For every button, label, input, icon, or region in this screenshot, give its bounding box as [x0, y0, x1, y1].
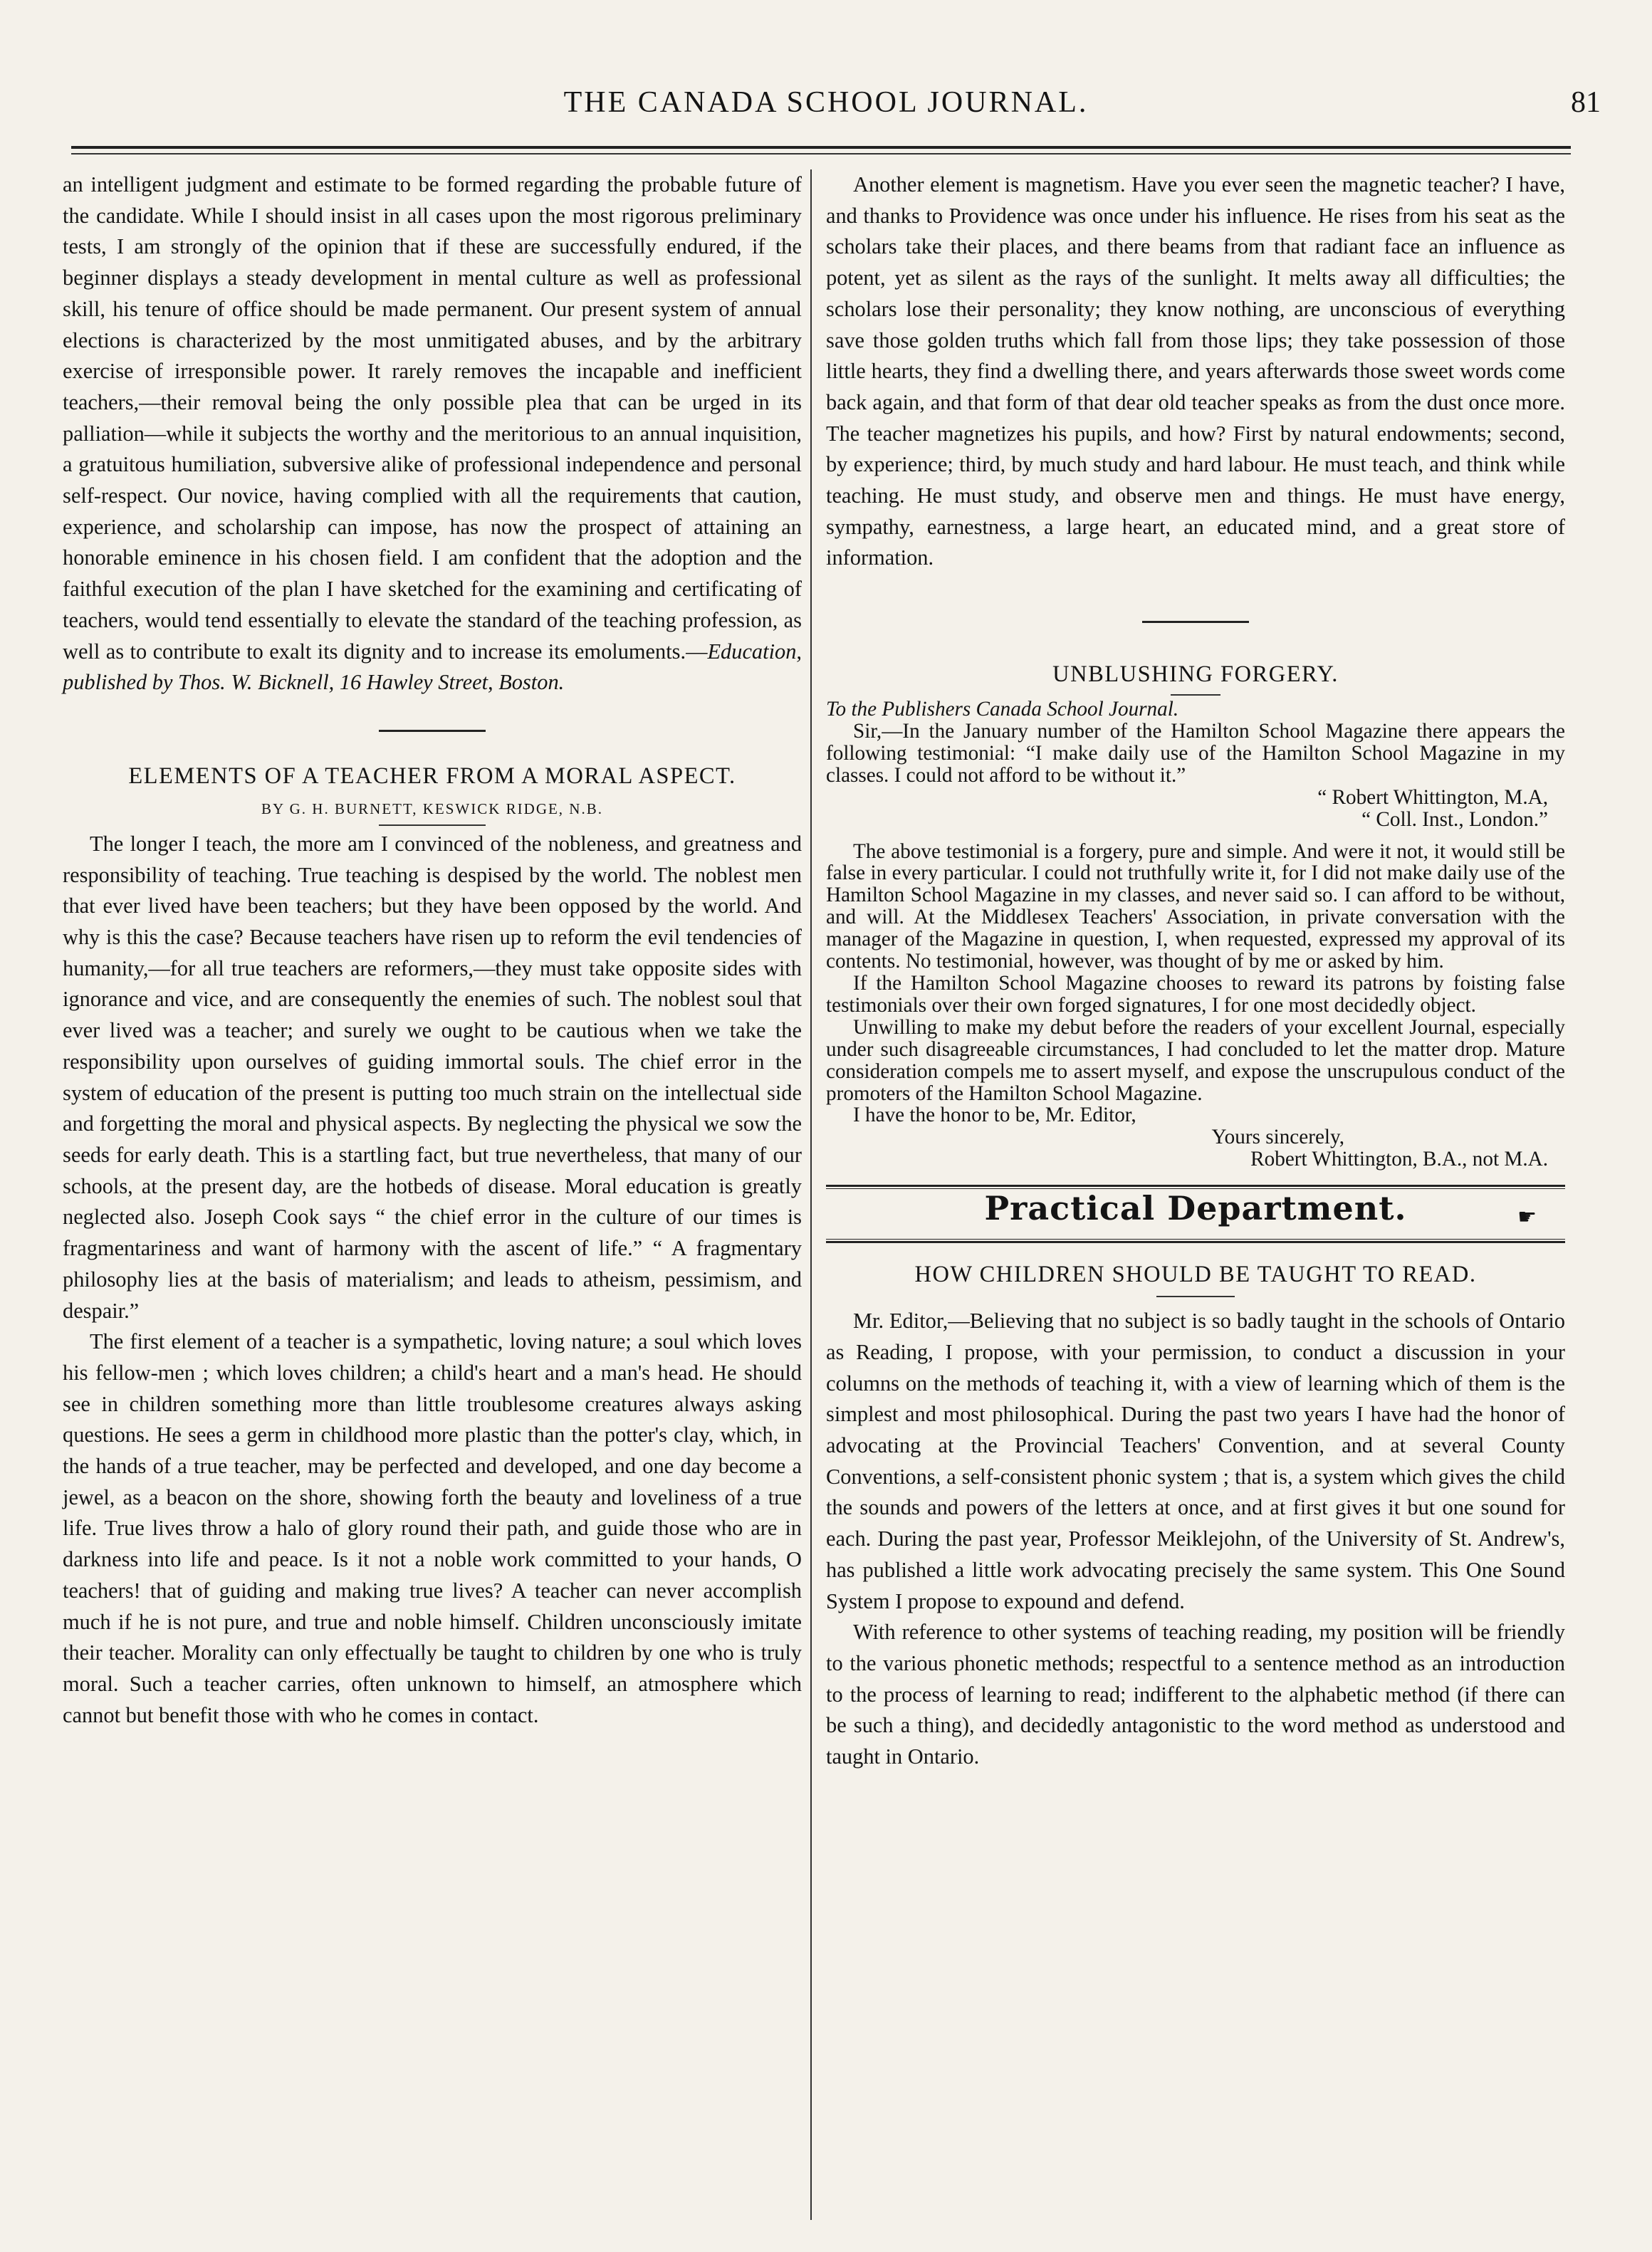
header-rule-bottom: [71, 153, 1571, 155]
letter-signoff: Yours sincerely,: [1211, 1126, 1344, 1149]
letter-paragraph: The above testimonial is a forgery, pure and simple. And were it not, it would still be false in every particular. I could not truthfully write it, for I did not make daily use of the Hamilton School Magazine in my classes, and never said so. I can afford to be without, and will. At the Middlesex Teachers' Association, in private conversation with the manager of the Magazine in question, I, when requested, expressed my approval of its contents. No testimonial, however, was thought of by me or asked by him.: [826, 839, 1565, 973]
continuation-text: an intelligent judgment and estimate to be formed regarding the probable future of the candidate. While I should insist in all cases upon the most rigorous preliminary tests, I am strongly of the opinion that if these are successfully endured, if the beginner displays a steady development in mental culture as well as professional skill, his tenure of office should be made permanent. Our present system of annual elections is characterized by the most unmitigated abuses, and by the arbitrary exercise of irresponsible power. It rarely removes the incapable and inefficient teachers,—their removal being the only possible plea that can be urged in its palliation—while it subjects the worthy and the meritorious to an annual inquisition, a gratuitous humiliation, subversive alike of professional independence and personal self-respect. Our novice, having complied with all the requirements that caution, experience, and scholarship can impose, has now the prospect of attaining an honorable eminence in his chosen field. I am confident that the adoption and the faithful execution of the plan I have sketched for the examining and certificating of teachers, would tend essentially to elevate the standard of the teaching profession, as well as to contribute to exalt its dignity and to increase its emoluments.—: [63, 172, 802, 664]
letter-signature: Robert Whittington, B.A., not M.A.: [1250, 1148, 1548, 1171]
article-heading-reading: HOW CHILDREN SHOULD BE TAUGHT TO READ.: [914, 1262, 1477, 1288]
heading-rule: [1156, 1296, 1235, 1297]
forgery-letter: [826, 698, 1565, 1170]
heading-rule: [1171, 694, 1220, 696]
right-column: [826, 169, 1565, 1773]
running-head: [51, 85, 1601, 128]
practical-department-banner: [826, 1185, 1565, 1243]
quoted-signature: “ Robert Whittington, M.A,: [1317, 785, 1548, 809]
article-paragraph: Mr. Editor,—Believing that no subject is so badly taught in the schools of Ontario as Reading, I propose, with your permission, to conduct a discussion in your columns on the methods of teaching it, with a view of learning which of them is the simplest and most philosophical. During the past two years I have had the honor of advocating at the Provincial Teachers' Convention, and at several County Conventions, a self-consistent phonic system ; that is, a system which gives the child the sounds and powers of the letters at once, and at first gives it but one sound for each. During the past year, Professor Meiklejohn, of the University of St. Andrew's, has published a little work advocating precisely the same system. This One Sound System I propose to expound and defend.: [826, 1309, 1565, 1613]
letter-closing: I have the honor to be, Mr. Editor,: [853, 1104, 1136, 1127]
quoted-signature-affiliation: “ Coll. Inst., London.”: [1361, 807, 1548, 831]
source-citation: Education, published by Thos. W. Bicknell, 16 Hawley Street, Boston.: [63, 639, 802, 695]
practical-department-title: Practical Department.: [984, 1189, 1407, 1228]
column-divider: [810, 169, 812, 2220]
article-paragraph: Another element is magnetism. Have you ever seen the magnetic teacher? I have, and thanks to Providence was once under his influence. He rises from his seat as the scholars take their places, and there beams from that radiant face an influence as potent, yet as silent as the rays of the sunlight. It melts away all difficulties; the scholars lose their personality; they know nothing, are unconscious of everything save those golden truths which fall from those lips; they take possession of those little hearts, they find a dwelling there, and years afterwards those sweet words come back again, and that form of that dear old teacher speaks as from the dust once more. The teacher magnetizes his pupils, and how? First by natural endowments; second, by experience; third, by much study and hard labour. He must teach, and think while teaching. He must study, and observe men and things. He must have energy, sympathy, earnestness, a large heart, an educated mind, and a great store of information.: [826, 172, 1565, 570]
article-heading-forgery: UNBLUSHING FORGERY.: [1052, 661, 1339, 688]
letter-paragraph: Unwilling to make my debut before the readers of your excellent Journal, especially under such disagreeable circumstances, I had concluded to let the matter drop. Mature consideration compels me to assert myself, and expose the unscrupulous conduct of the promoters of the Hamilton School Magazine.: [826, 1015, 1565, 1105]
letter-salutation: To the Publishers Canada School Journal.: [826, 698, 1179, 721]
page-number: 81: [1571, 86, 1601, 119]
article-continuation: [63, 169, 802, 698]
pointing-hand-icon: ☛: [1517, 1205, 1537, 1230]
letter-paragraph: Sir,—In the January number of the Hamilton School Magazine there appears the following testimonial: “I make daily use of the Hamilton School Magazine in my classes. I could not afford to be without it.”: [826, 720, 1565, 787]
article-paragraph: The longer I teach, the more am I convinced of the nobleness, and greatness and responsibility of teaching. True teaching is despised by the world. The noblest men that ever lived have been teachers; but they have been opposed by the world. And why is this the case? Because teachers have risen up to reform the evil tendencies of humanity,—for all true teachers are reformers,—they must take opposite sides with ignorance and vice, and are consequently the enemies of such. The noblest soul that ever lived was a teacher; and surely we ought to be cautious when we take the responsibility upon ourselves of guiding immortal souls. The chief error in the system of education of the present is putting too much strain on the intellectual side and forgetting the moral and physical aspects. By neglecting the physical we sow the seeds for early death. This is a startling fact, but true nevertheless, that many of our schools, at the present day, are the hotbeds of disease. Moral education is greatly neglected also. Joseph Cook says “ the chief error in the culture of our times is fragmentariness and want of harmony with the ascent of life.” “ A fragmentary philosophy lies at the basis of materialism; and leads to atheism, pessimism, and despair.”: [63, 831, 802, 1323]
section-separator: [1142, 621, 1249, 623]
article-paragraph: With reference to other systems of teaching reading, my position will be friendly to the various phonetic methods; respectful to a sentence method as an introduction to the process of learning to read; indifferent to the alphabetic method (if there can be such a thing), and decidedly antagonistic to the word method as understood and taught in Ontario.: [826, 1620, 1565, 1769]
letter-paragraph: If the Hamilton School Magazine chooses to reward its patrons by foisting false testimonials over their own forged signatures, I for one most decidedly object.: [826, 972, 1565, 1017]
journal-title: THE CANADA SCHOOL JOURNAL.: [563, 86, 1089, 119]
section-separator: [379, 730, 486, 732]
header-rule-top: [71, 146, 1571, 149]
article-heading-elements: ELEMENTS OF A TEACHER FROM A MORAL ASPECT.: [128, 763, 736, 789]
article-byline: BY G. H. BURNETT, KESWICK RIDGE, N.B.: [261, 800, 603, 817]
article-paragraph: The first element of a teacher is a sympathetic, loving nature; a soul which loves his fellow-men ; which loves children; a child's heart and a man's head. He should see in children something more than little troublesome creatures always asking questions. He sees a germ in childhood more plastic than the potter's clay, which, in the hands of a true teacher, may be perfected and developed, and one day become a jewel, as a beacon on the shore, showing forth the beauty and loveliness of a true life. True lives throw a halo of glory round their path, and guide those who are in darkness into life and peace. Is it not a noble work committed to your hands, O teachers! that of guiding and making true lives? A teacher can never accomplish much if he is not pure, and true and noble himself. Children unconsciously imitate their teacher. Morality can only effectually be taught to children by one who is truly moral. Such a teacher carries, often unknown to himself, an atmosphere which cannot but benefit those with who he comes in contact.: [63, 1329, 802, 1727]
byline-rule: [379, 824, 486, 826]
left-column: [63, 169, 802, 1731]
